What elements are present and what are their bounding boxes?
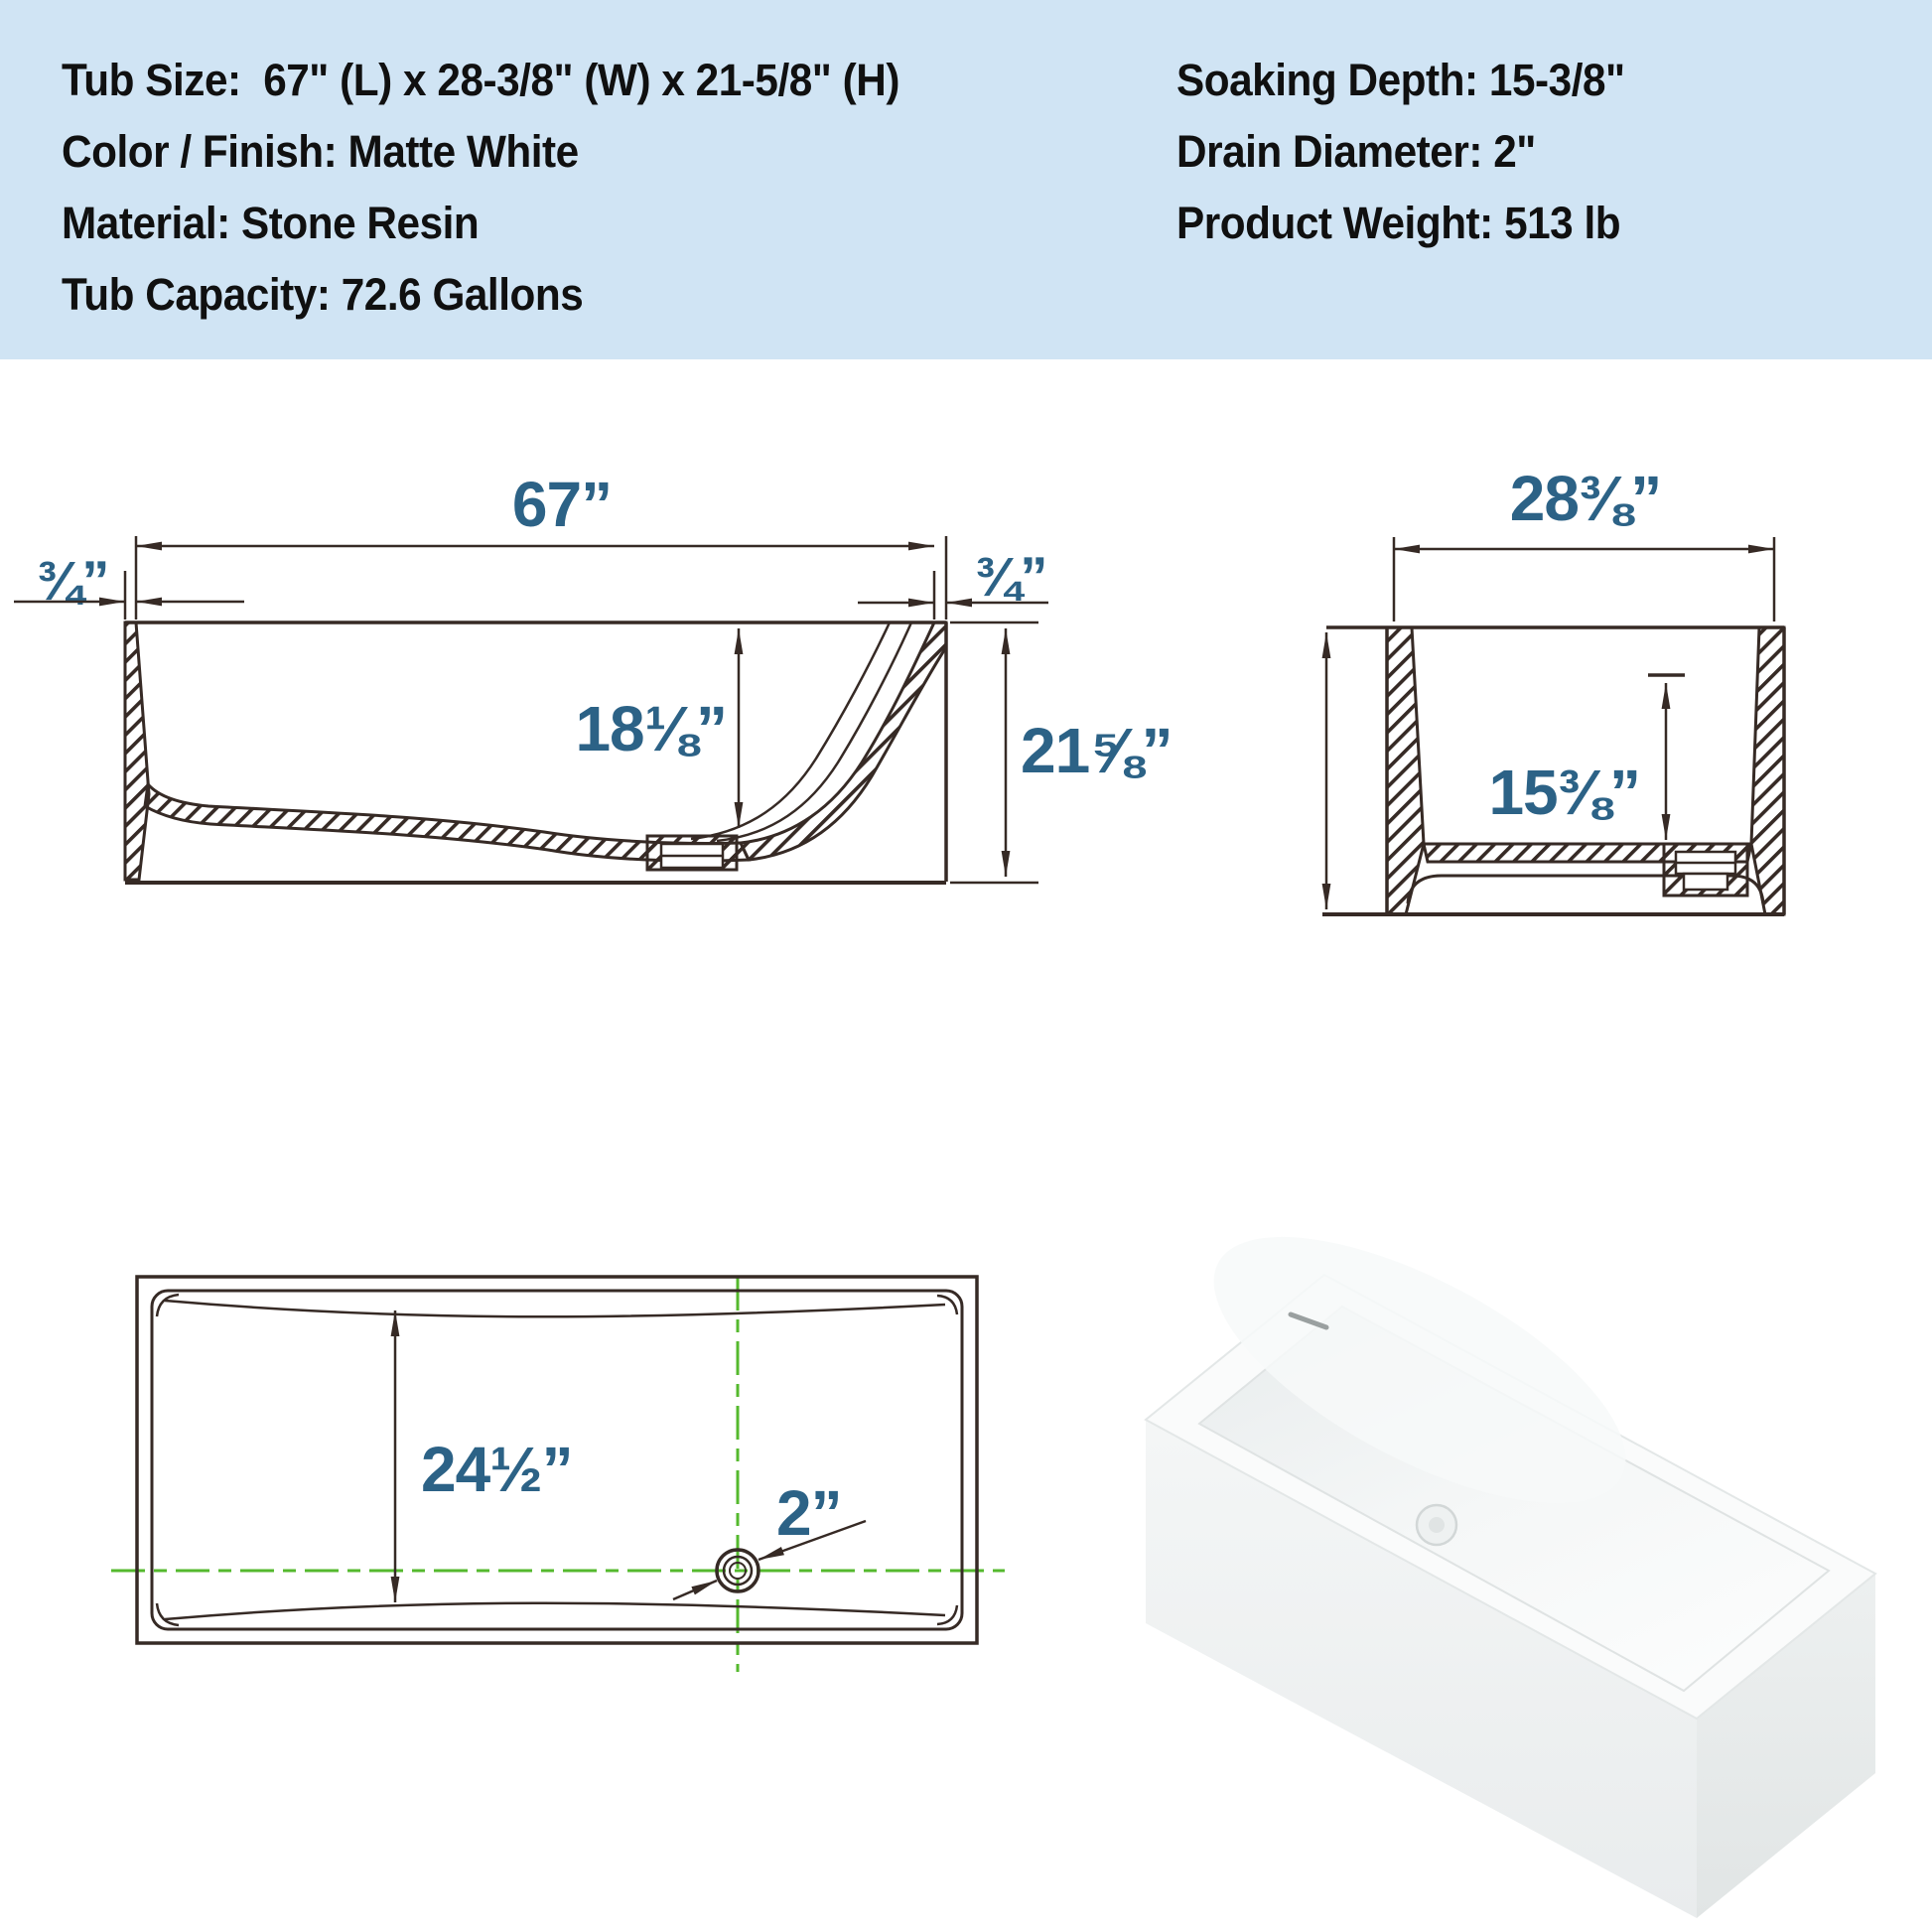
rim-contour-top <box>165 1301 945 1316</box>
rim-corner-curl <box>157 1295 179 1316</box>
spec-soaking-depth: Soaking Depth: 15-3/8" <box>1176 55 1625 105</box>
left-wall-hatched <box>125 622 149 880</box>
product-photo <box>1146 1184 1875 1918</box>
rim-corner-curl <box>157 1603 179 1625</box>
drain-recess-end <box>1664 844 1747 896</box>
spec-drain-diameter: Drain Diameter: 2" <box>1176 126 1536 177</box>
end-width-label: 28⅜” <box>1509 463 1662 534</box>
wall-thickness-left-label: ¾” <box>36 549 109 612</box>
side-length-label: 67” <box>511 469 613 540</box>
spec-color-finish: Color / Finish: Matte White <box>62 126 579 177</box>
inner-width-label: 24½” <box>421 1434 573 1505</box>
side-height-label: 21⅝” <box>1021 715 1173 786</box>
end-view-drawing <box>1322 463 1784 914</box>
soaking-depth-label: 15⅜” <box>1488 757 1640 828</box>
wall-thickness-right-label: ¾” <box>974 545 1047 608</box>
top-view-drawing <box>111 1277 1005 1672</box>
rim-contour-bottom <box>165 1603 945 1619</box>
end-left-wall-hatched <box>1387 627 1424 914</box>
spec-weight: Product Weight: 513 lb <box>1176 198 1621 248</box>
end-right-wall-hatched <box>1751 627 1784 914</box>
spec-material: Material: Stone Resin <box>62 198 480 248</box>
drain-recess-side <box>647 836 737 870</box>
spec-tub-size: Tub Size: 67" (L) x 28-3/8" (W) x 21-5/8" (H) <box>62 55 899 105</box>
spec-capacity: Tub Capacity: 72.6 Gallons <box>62 269 584 320</box>
drain-diameter-label: 2” <box>776 1477 842 1549</box>
side-view-drawing <box>14 469 1173 883</box>
basin-depth-label: 18⅛” <box>575 693 727 764</box>
photo-drain-center <box>1429 1517 1445 1533</box>
drain-leader-line <box>673 1581 717 1599</box>
